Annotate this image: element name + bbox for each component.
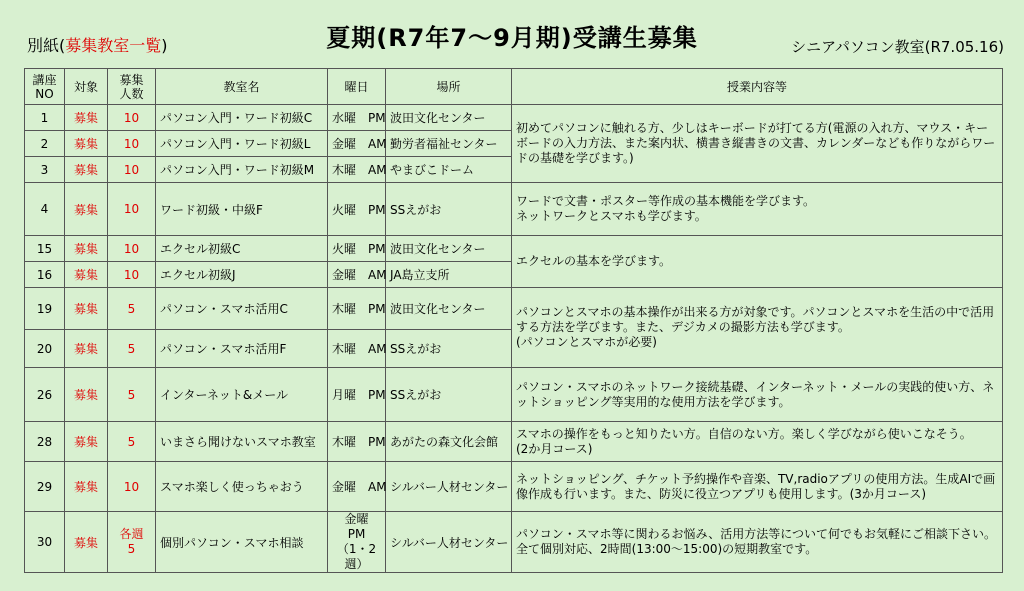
row-place: シルバー人材センター	[386, 462, 512, 512]
row-class-name: インターネット&メール	[156, 368, 328, 422]
row-description: パソコンとスマホの基本操作が出来る方が対象です。パソコンとスマホを生活の中で活用する方法を学びます。また、デジカメの撮影方法も学びます。 (パソコンとスマホが必要)	[512, 288, 1003, 368]
row-day: 金曜 AM	[328, 462, 386, 512]
row-place: 勤労者福祉センター	[386, 131, 512, 157]
row-capacity: 10	[108, 462, 156, 512]
row-capacity: 10	[108, 262, 156, 288]
col-target-header: 対象	[65, 69, 108, 105]
row-capacity: 10	[108, 236, 156, 262]
row-target: 募集	[65, 131, 108, 157]
row-day: 木曜 AM	[328, 157, 386, 183]
row-capacity: 10	[108, 183, 156, 236]
row-place: SSえがお	[386, 183, 512, 236]
row-no: 20	[25, 330, 65, 368]
appendix-red-text: 募集教室一覧	[65, 36, 162, 55]
col-name-header: 教室名	[156, 69, 328, 105]
row-place: やまびこドーム	[386, 157, 512, 183]
row-class-name: パソコン入門・ワード初級C	[156, 105, 328, 131]
row-day: 木曜 AM	[328, 330, 386, 368]
table-row	[25, 288, 1003, 330]
row-day: 金曜 PM （1・2週）	[328, 512, 386, 573]
row-class-name: パソコン入門・ワード初級L	[156, 131, 328, 157]
row-capacity: 各週 5	[108, 512, 156, 573]
row-place: JA島立支所	[386, 262, 512, 288]
row-no: 15	[25, 236, 65, 262]
row-class-name: パソコン入門・ワード初級M	[156, 157, 328, 183]
row-capacity: 10	[108, 105, 156, 131]
row-description: ネットショッピング、チケット予約操作や音楽、TV,radioアプリの使用方法。生成AIで画像作成も行います。また、防災に役立つアプリも使用します。(3か月コース)	[512, 462, 1003, 512]
table-row	[25, 422, 1003, 462]
appendix-prefix: 別紙(	[27, 36, 66, 55]
row-capacity: 5	[108, 422, 156, 462]
row-class-name: パソコン・スマホ活用F	[156, 330, 328, 368]
table-row	[25, 236, 1003, 262]
header-row	[25, 69, 1003, 105]
row-no: 3	[25, 157, 65, 183]
row-place: 波田文化センター	[386, 288, 512, 330]
row-no: 30	[25, 512, 65, 573]
row-class-name: エクセル初級J	[156, 262, 328, 288]
row-target: 募集	[65, 330, 108, 368]
row-day: 水曜 PM	[328, 105, 386, 131]
row-capacity: 10	[108, 157, 156, 183]
table-row	[25, 105, 1003, 131]
col-day-header: 曜日	[328, 69, 386, 105]
table-row	[25, 368, 1003, 422]
page-title: 夏期(R7年7〜9月期)受講生募集	[326, 24, 698, 52]
row-target: 募集	[65, 105, 108, 131]
row-place: 波田文化センター	[386, 236, 512, 262]
row-no: 19	[25, 288, 65, 330]
row-target: 募集	[65, 236, 108, 262]
row-class-name: パソコン・スマホ活用C	[156, 288, 328, 330]
row-target: 募集	[65, 157, 108, 183]
row-target: 募集	[65, 288, 108, 330]
row-description: ワードで文書・ポスター等作成の基本機能を学びます。 ネットワークとスマホも学びます。	[512, 183, 1003, 236]
row-no: 16	[25, 262, 65, 288]
row-day: 月曜 PM	[328, 368, 386, 422]
row-day: 金曜 AM	[328, 131, 386, 157]
row-target: 募集	[65, 183, 108, 236]
table-row	[25, 462, 1003, 512]
row-target: 募集	[65, 462, 108, 512]
row-target: 募集	[65, 368, 108, 422]
row-target: 募集	[65, 512, 108, 573]
row-class-name: ワード初級・中級F	[156, 183, 328, 236]
classes-table	[24, 68, 1003, 573]
col-no-header: 講座 NO	[25, 69, 65, 105]
row-place: 波田文化センター	[386, 105, 512, 131]
row-day: 火曜 PM	[328, 236, 386, 262]
row-day: 金曜 AM	[328, 262, 386, 288]
row-capacity: 5	[108, 330, 156, 368]
col-place-header: 場所	[386, 69, 512, 105]
row-description: 初めてパソコンに触れる方、少しはキーボードが打てる方(電源の入れ方、マウス・キーボードの入力方法、また案内状、横書き縦書きの文書、カレンダーなども作りながらワードの基礎を学びます。)	[512, 105, 1003, 183]
row-capacity: 10	[108, 131, 156, 157]
row-description: エクセルの基本を学びます。	[512, 236, 1003, 288]
row-day: 火曜 PM	[328, 183, 386, 236]
table-row	[25, 183, 1003, 236]
row-place: SSえがお	[386, 368, 512, 422]
row-no: 28	[25, 422, 65, 462]
row-class-name: スマホ楽しく使っちゃおう	[156, 462, 328, 512]
row-no: 1	[25, 105, 65, 131]
row-class-name: 個別パソコン・スマホ相談	[156, 512, 328, 573]
col-capacity-header: 募集 人数	[108, 69, 156, 105]
row-target: 募集	[65, 262, 108, 288]
row-description: パソコン・スマホ等に関わるお悩み、活用方法等について何でもお気軽にご相談下さい。全て個別対応、2時間(13:00〜15:00)の短期教室です。	[512, 512, 1003, 573]
row-place: SSえがお	[386, 330, 512, 368]
appendix-suffix: )	[161, 36, 168, 55]
row-no: 29	[25, 462, 65, 512]
row-class-name: いまさら聞けないスマホ教室	[156, 422, 328, 462]
row-day: 木曜 PM	[328, 288, 386, 330]
row-no: 2	[25, 131, 65, 157]
row-day: 木曜 PM	[328, 422, 386, 462]
organization-date: シニアパソコン教室(R7.05.16)	[791, 38, 1004, 56]
row-capacity: 5	[108, 368, 156, 422]
table-row	[25, 512, 1003, 573]
row-capacity: 5	[108, 288, 156, 330]
row-description: パソコン・スマホのネットワーク接続基礎、インターネット・メールの実践的使い方、ネットショッピング等実用的な使用方法を学びます。	[512, 368, 1003, 422]
row-no: 26	[25, 368, 65, 422]
row-description: スマホの操作をもっと知りたい方。自信のない方。楽しく学びながら使いこなそう。 (2か月コース)	[512, 422, 1003, 462]
row-no: 4	[25, 183, 65, 236]
row-target: 募集	[65, 422, 108, 462]
col-content-header: 授業内容等	[512, 69, 1003, 105]
row-class-name: エクセル初級C	[156, 236, 328, 262]
row-place: あがたの森文化会館	[386, 422, 512, 462]
row-place: シルバー人材センター	[386, 512, 512, 573]
